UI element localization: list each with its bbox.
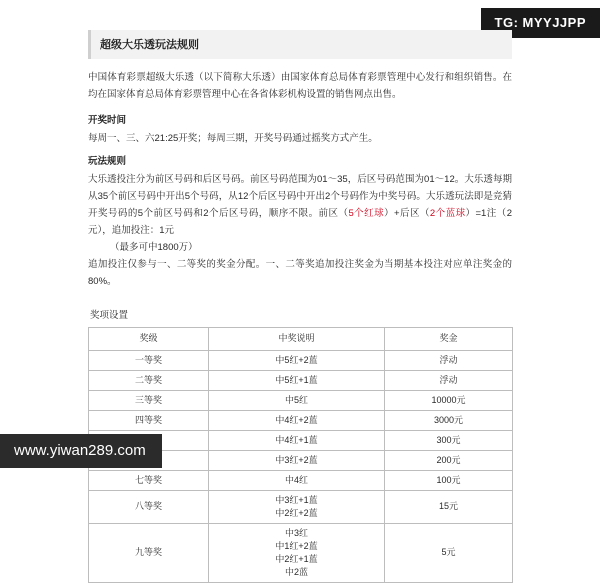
- cell-desc-line: 中3红: [211, 527, 382, 540]
- tg-badge: TG: MYYJJPP: [481, 8, 600, 38]
- section-draw-time: [88, 113, 512, 148]
- cell-level: 一等奖: [89, 350, 209, 370]
- intro-paragraph: 中国体育彩票超级大乐透（以下简称大乐透）由国家体育总局体育彩票管理中心发行和组织销售。在均在国家体育总局体育彩票管理中心在各省体彩机构设置的销售网点出售。: [88, 70, 512, 103]
- cell-desc: [209, 470, 385, 490]
- cell-level: 七等奖: [89, 470, 209, 490]
- table-row: [89, 490, 513, 523]
- cell-desc-line: 中4红+1蓝: [211, 434, 382, 447]
- cell-level: 三等奖: [89, 390, 209, 410]
- section-heading-draw-time: 开奖时间: [88, 113, 512, 129]
- cell-desc-line: 中3红+2蓝: [211, 454, 382, 467]
- cell-desc-line: 中2红+2蓝: [211, 507, 382, 520]
- rules-text-part-4: 追加投注仅参与一、二等奖的奖金分配。一、二等奖追加投注奖金为当期基本投注对应单注奖金的80%。: [88, 259, 512, 287]
- cell-desc-line: 中5红+1蓝: [211, 374, 382, 387]
- cell-desc: [209, 370, 385, 390]
- section-text-draw-time: 每周一、三、六21:25开奖；每周三期，开奖号码通过摇奖方式产生。: [88, 131, 512, 148]
- column-header-prize: 奖金: [385, 327, 513, 350]
- rules-text-part-2: ）+后区（: [384, 208, 430, 219]
- cell-level: 二等奖: [89, 370, 209, 390]
- cell-desc-line: 中2红+1蓝: [211, 553, 382, 566]
- table-row: [89, 523, 513, 582]
- site-watermark: www.yiwan289.com: [0, 434, 162, 468]
- table-row: [89, 370, 513, 390]
- cell-level: 八等奖: [89, 490, 209, 523]
- rules-paragraph: [88, 172, 512, 290]
- cell-desc: [209, 350, 385, 370]
- cell-prize: 10000元: [385, 390, 513, 410]
- cell-prize: 200元: [385, 450, 513, 470]
- cell-desc-line: 中4红+2蓝: [211, 414, 382, 427]
- cell-desc: [209, 450, 385, 470]
- cell-desc-line: 中4红: [211, 474, 382, 487]
- cell-desc-line: 中5红+2蓝: [211, 354, 382, 367]
- cell-desc: [209, 490, 385, 523]
- cell-prize: 浮动: [385, 370, 513, 390]
- cell-prize: 浮动: [385, 350, 513, 370]
- rules-text-part-1: 大乐透投注分为前区号码和后区号码。前区号码范围为01～35，后区号码范围为01～12。大乐透每期从35个前区号码中开出5个号码，从12个后区号码中开出2个号码作为中奖号码。大乐透玩法即是竞猜开奖号码的5个前区号码和2个后区号码，顺序不限。前区（: [88, 174, 512, 219]
- rules-red-front: 5个红球: [348, 208, 384, 219]
- rules-text-part-3: ）=1注（2元），追加投注：1元: [88, 208, 512, 236]
- cell-desc: [209, 430, 385, 450]
- page-title: 超级大乐透玩法规则: [88, 30, 512, 59]
- cell-prize: 5元: [385, 523, 513, 582]
- table-row: [89, 410, 513, 430]
- cell-desc-line: 中3红+1蓝: [211, 494, 382, 507]
- cell-prize: 300元: [385, 430, 513, 450]
- column-header-desc: 中奖说明: [209, 327, 385, 350]
- cell-desc: [209, 523, 385, 582]
- cell-level: 四等奖: [89, 410, 209, 430]
- cell-prize: 100元: [385, 470, 513, 490]
- rules-max-prize-note: （最多可中1800万）: [88, 240, 512, 257]
- section-play-rules: [88, 154, 512, 290]
- table-header-row: [89, 327, 513, 350]
- table-row: [89, 350, 513, 370]
- rules-red-back: 2个蓝球: [430, 208, 466, 219]
- cell-desc-line: 中2蓝: [211, 566, 382, 579]
- cell-desc: [209, 390, 385, 410]
- section-heading-play-rules: 玩法规则: [88, 154, 512, 170]
- table-row: [89, 390, 513, 410]
- table-caption: 奖项设置: [90, 307, 512, 321]
- table-row: [89, 470, 513, 490]
- cell-prize: 15元: [385, 490, 513, 523]
- cell-desc-line: 中5红: [211, 394, 382, 407]
- cell-prize: 3000元: [385, 410, 513, 430]
- document-body: [88, 30, 512, 583]
- cell-level: 九等奖: [89, 523, 209, 582]
- cell-desc-line: 中1红+2蓝: [211, 540, 382, 553]
- column-header-level: 奖级: [89, 327, 209, 350]
- cell-desc: [209, 410, 385, 430]
